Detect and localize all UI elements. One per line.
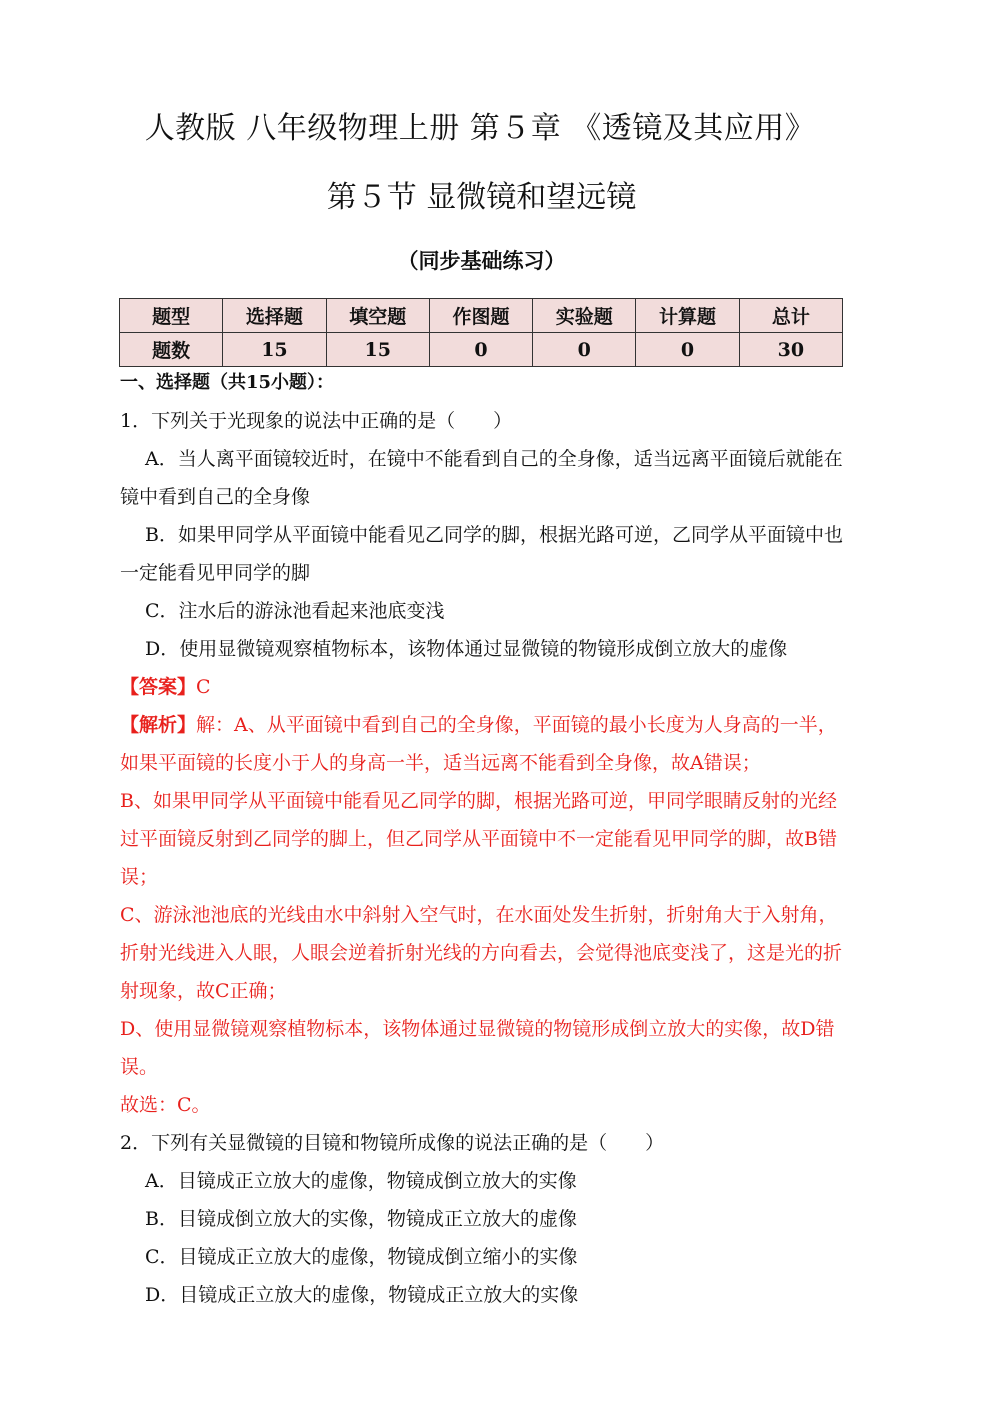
table-row: [120, 299, 843, 333]
table-cell: 题数: [120, 333, 223, 367]
question-2-option-d: D．目镜成正立放大的虚像，物镜成正立放大的实像: [145, 1284, 579, 1306]
question-summary-table: [119, 298, 843, 367]
question-1-stem: 1．下列关于光现象的说法中正确的是（ ）: [120, 410, 513, 432]
table-cell: 作图题: [429, 299, 532, 333]
question-1-option-a: A．当人离平面镜较近时，在镜中不能看到自己的全身像，适当远离平面镜后就能在镜中看到自己的全身像: [120, 448, 843, 508]
analysis-c: C、游泳池池底的光线由水中斜射入空气时，在水面处发生折射，折射角大于入射角，折射光线进入人眼，人眼会逆着折射光线的方向看去，会觉得池底变浅了，这是光的折射现象，故C正确；: [120, 904, 843, 1002]
analysis-intro: [120, 706, 855, 782]
table-cell: 0: [429, 333, 532, 367]
document-title: 人教版 八年级物理上册 第５章 《透镜及其应用》: [144, 111, 816, 146]
analysis-tag: 【解析】: [120, 714, 197, 736]
question-2-option-a: A．目镜成正立放大的虚像，物镜成倒立放大的实像: [145, 1170, 577, 1192]
answer-value: C: [196, 676, 211, 698]
table-cell: 选择题: [223, 299, 326, 333]
analysis-intro-text: 解：A、从平面镜中看到自己的全身像，平面镜的最小长度为人身高的一半，如果平面镜的长度小于人的身高一半，适当远离不能看到全身像，故A错误；: [120, 714, 837, 774]
table-cell: 0: [533, 333, 636, 367]
answer-line: [120, 668, 855, 706]
analysis-d: D、使用显微镜观察植物标本，该物体通过显微镜的物镜形成倒立放大的实像，故D错误。: [120, 1018, 835, 1078]
table-cell: 总计: [739, 299, 842, 333]
question-2-stem: 2．下列有关显微镜的目镜和物镜所成像的说法正确的是（ ）: [120, 1132, 665, 1154]
table-row: [120, 333, 843, 367]
question-2-option-c: C．目镜成正立放大的虚像，物镜成倒立缩小的实像: [145, 1246, 578, 1268]
table-cell: 实验题: [533, 299, 636, 333]
analysis-b: B、如果甲同学从平面镜中能看见乙同学的脚，根据光路可逆，甲同学眼睛反射的光经过平面镜反射到乙同学的脚上，但乙同学从平面镜中不一定能看见甲同学的脚，故B错误；: [120, 790, 837, 888]
table-cell: 15: [223, 333, 326, 367]
table-cell: 15: [326, 333, 429, 367]
table-cell: 计算题: [636, 299, 739, 333]
table-cell: 0: [636, 333, 739, 367]
table-cell: 题型: [120, 299, 223, 333]
answer-tag: 【答案】: [120, 676, 197, 698]
question-1-option-b: B．如果甲同学从平面镜中能看见乙同学的脚，根据光路可逆，乙同学从平面镜中也一定能看见甲同学的脚: [120, 524, 843, 584]
section-heading: 一、选择题（共15小题）：: [120, 372, 335, 393]
practice-subtitle: （同步基础练习）: [397, 248, 566, 273]
section-title: 第５节 显微镜和望远镜: [326, 180, 637, 215]
analysis-choice: 故选：C。: [120, 1094, 211, 1116]
question-2-option-b: B．目镜成倒立放大的实像，物镜成正立放大的虚像: [145, 1208, 577, 1230]
question-1-option-c: C．注水后的游泳池看起来池底变浅: [145, 600, 445, 622]
table-cell: 30: [739, 333, 842, 367]
table-cell: 填空题: [326, 299, 429, 333]
questions-content: [120, 370, 855, 1314]
question-1-option-d: D．使用显微镜观察植物标本，该物体通过显微镜的物镜形成倒立放大的虚像: [145, 638, 788, 660]
